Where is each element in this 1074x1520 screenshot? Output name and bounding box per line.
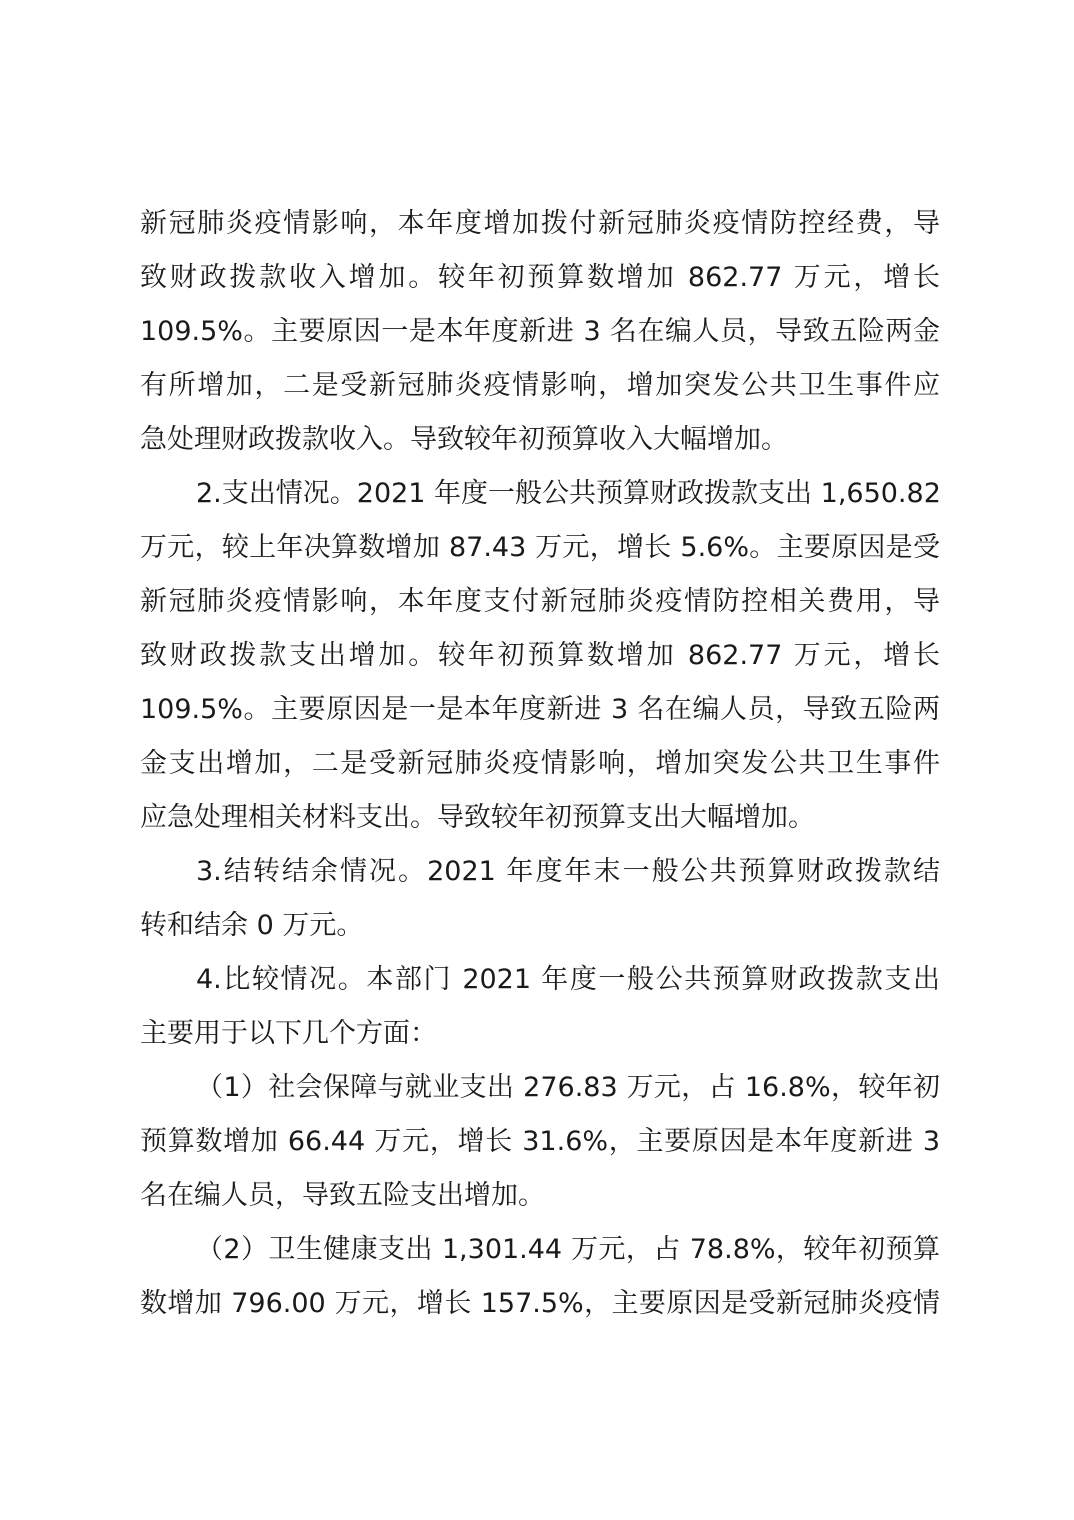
paragraph-line: 致财政拨款收入增加。较年初预算数增加 862.77 万元，增长 <box>140 262 940 293</box>
paragraph-line: 数增加 796.00 万元，增长 157.5%，主要原因是受新冠肺炎疫情 <box>140 1288 940 1319</box>
paragraph-line: 有所增加，二是受新冠肺炎疫情影响，增加突发公共卫生事件应 <box>140 370 940 401</box>
paragraph-line: 名在编人员，导致五险支出增加。 <box>140 1180 545 1211</box>
paragraph-line: 2.支出情况。2021 年度一般公共预算财政拨款支出 1,650.82 <box>196 478 941 509</box>
paragraph-line: 主要用于以下几个方面： <box>140 1018 437 1049</box>
paragraph-line: 109.5%。主要原因是一是本年度新进 3 名在编人员，导致五险两 <box>140 694 940 725</box>
paragraph-line: 致财政拨款支出增加。较年初预算数增加 862.77 万元，增长 <box>140 640 940 671</box>
paragraph-line: 万元，较上年决算数增加 87.43 万元，增长 5.6%。主要原因是受 <box>140 532 940 563</box>
paragraph-line: （1）社会保障与就业支出 276.83 万元，占 16.8%，较年初 <box>196 1072 940 1103</box>
paragraph-line: 转和结余 0 万元。 <box>140 910 364 941</box>
paragraph-line: 急处理财政拨款收入。导致较年初预算收入大幅增加。 <box>140 424 788 455</box>
paragraph-line: 新冠肺炎疫情影响，本年度增加拨付新冠肺炎疫情防控经费，导 <box>140 208 940 239</box>
paragraph-line: 新冠肺炎疫情影响，本年度支付新冠肺炎疫情防控相关费用，导 <box>140 586 940 617</box>
paragraph-line: （2）卫生健康支出 1,301.44 万元，占 78.8%，较年初预算 <box>196 1234 940 1265</box>
paragraph-line: 3.结转结余情况。2021 年度年末一般公共预算财政拨款结 <box>196 856 940 887</box>
paragraph-line: 金支出增加，二是受新冠肺炎疫情影响，增加突发公共卫生事件 <box>140 748 940 779</box>
paragraph-line: 4.比较情况。本部门 2021 年度一般公共预算财政拨款支出 <box>196 964 940 995</box>
paragraph-line: 预算数增加 66.44 万元，增长 31.6%，主要原因是本年度新进 3 <box>140 1126 940 1157</box>
paragraph-line: 应急处理相关材料支出。导致较年初预算支出大幅增加。 <box>140 802 815 833</box>
paragraph-line: 109.5%。主要原因一是本年度新进 3 名在编人员，导致五险两金 <box>140 316 940 347</box>
